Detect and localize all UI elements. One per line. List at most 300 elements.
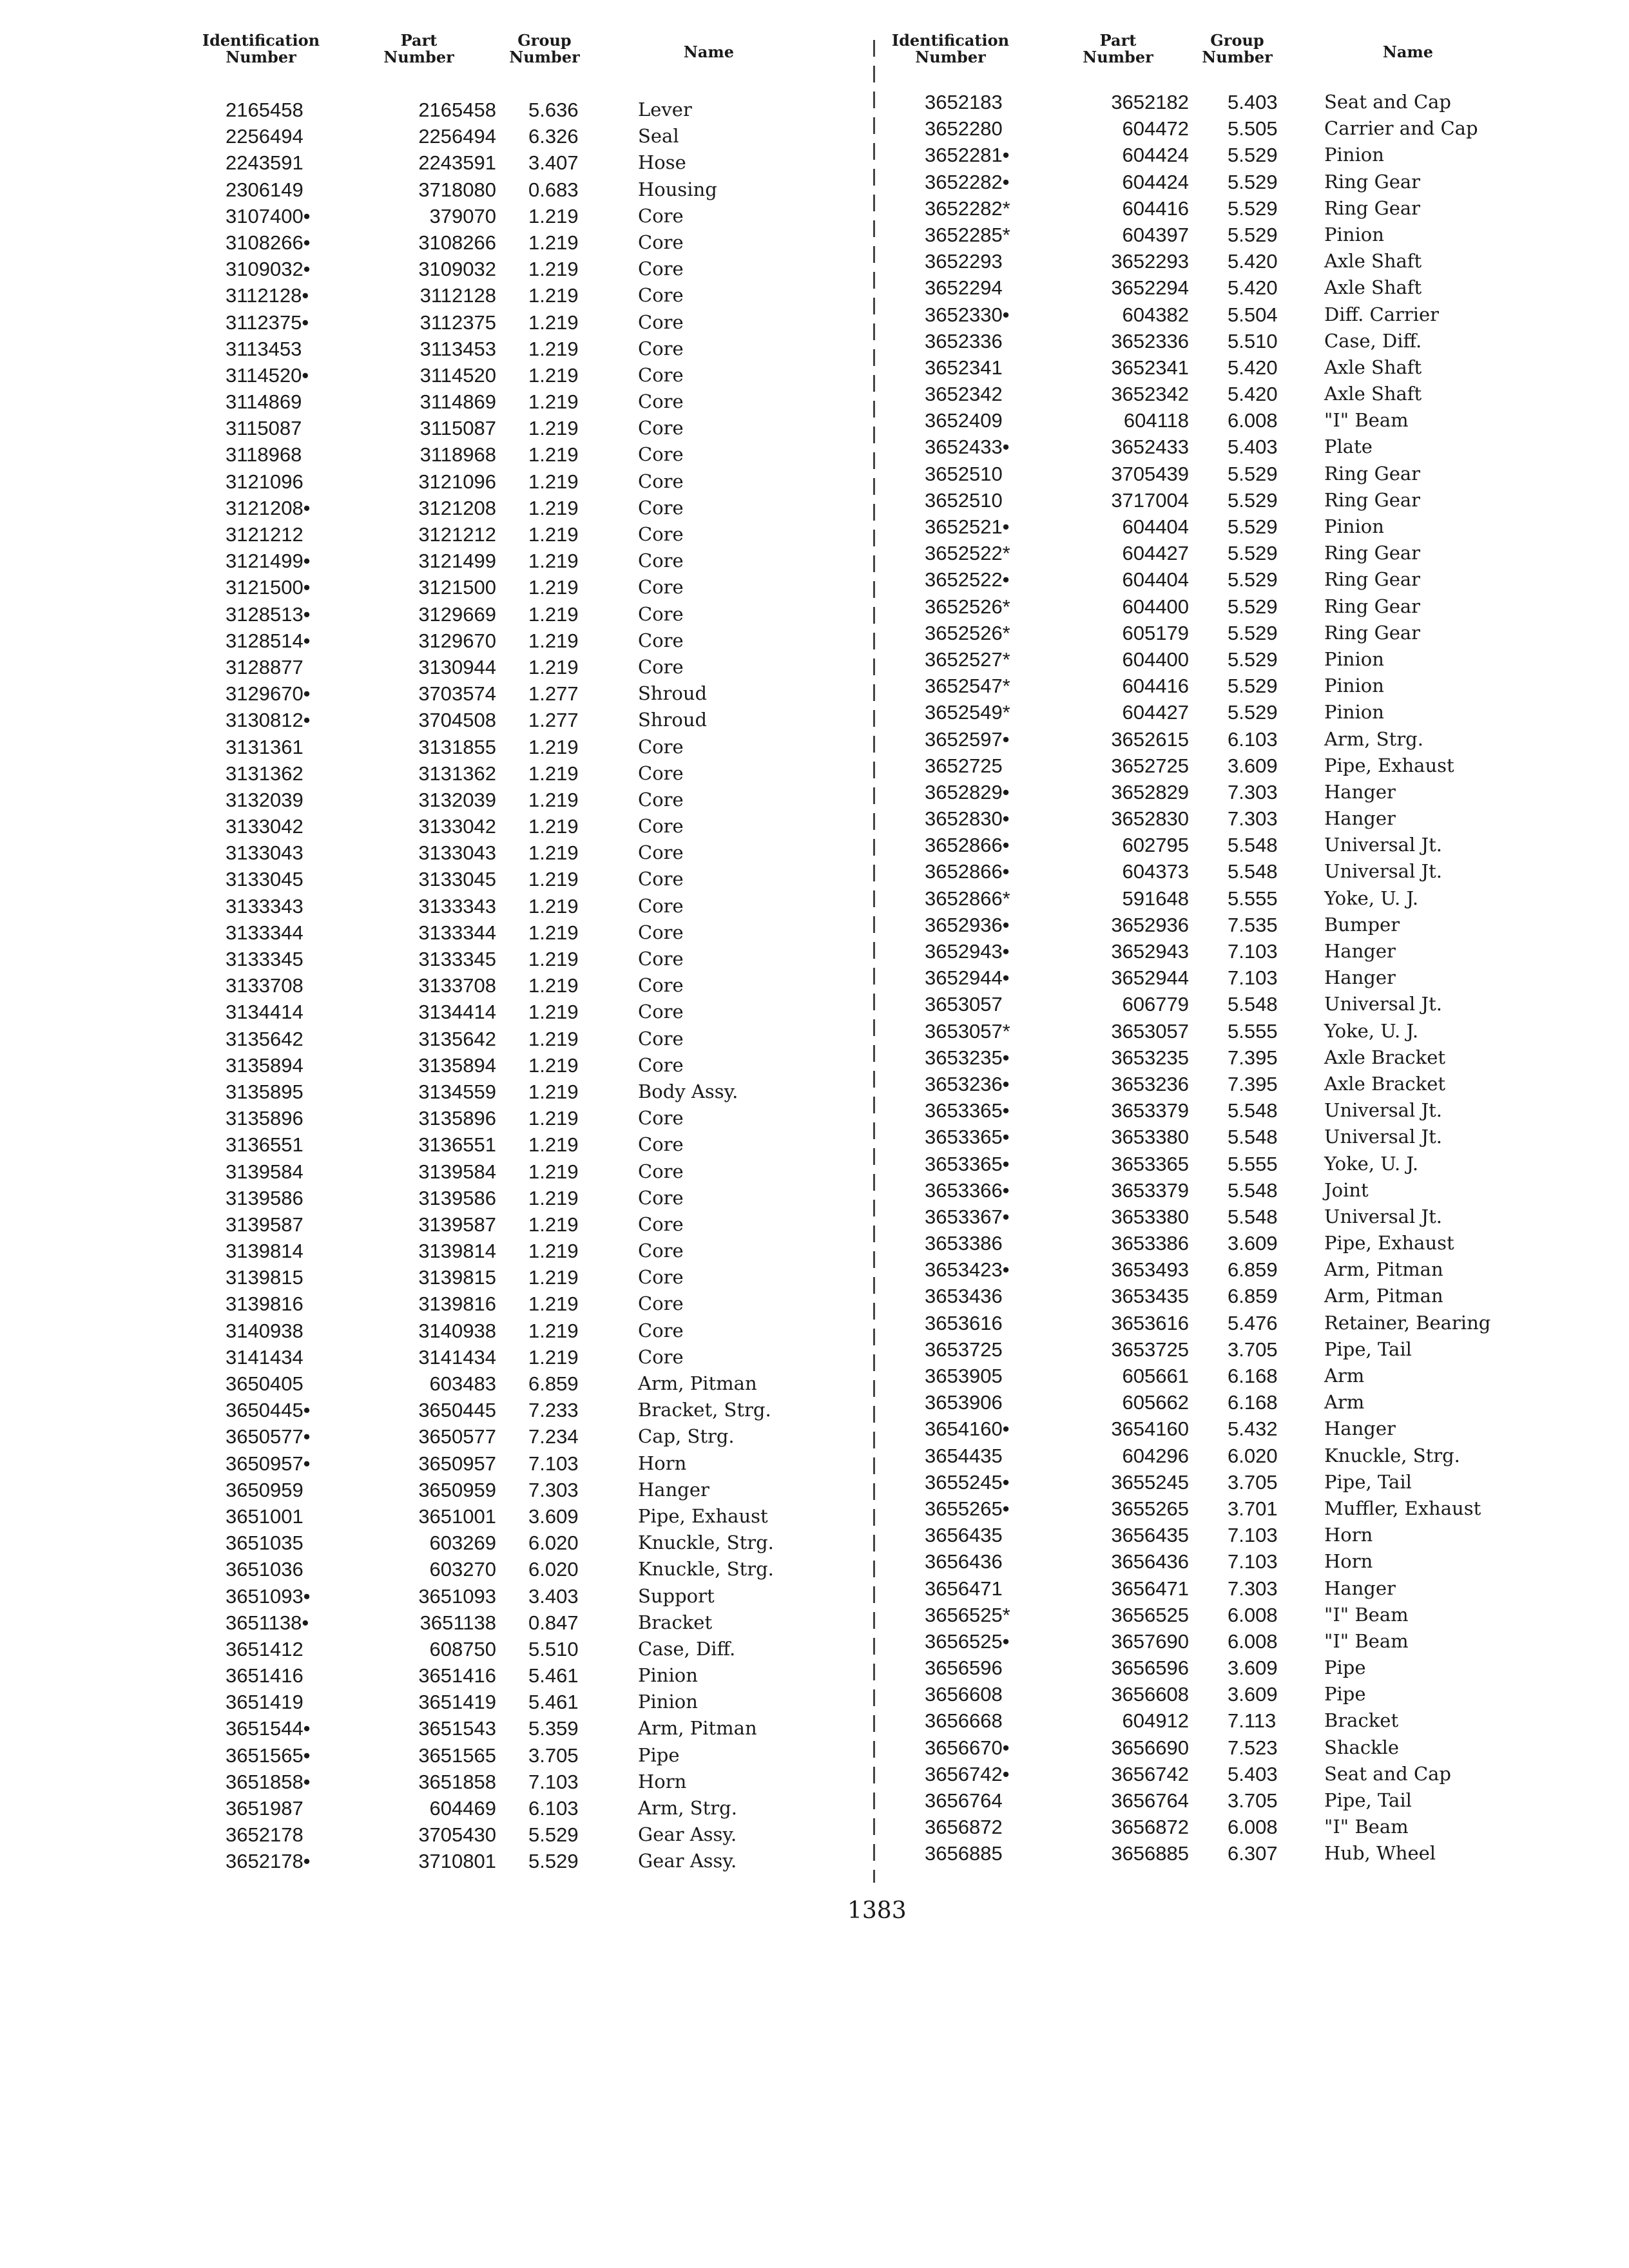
table-row bbox=[187, 1662, 857, 1689]
group-number-cell: 6.859 bbox=[1228, 1285, 1278, 1308]
part-number-cell: 3121208 bbox=[418, 496, 496, 519]
name-cell: Universal Jt. bbox=[1324, 1126, 1442, 1148]
part-number-cell: 2256494 bbox=[418, 125, 496, 148]
group-number-cell: 6.859 bbox=[1228, 1258, 1278, 1282]
identification-number-cell: 3135642 bbox=[226, 1027, 304, 1050]
group-number-cell: 6.168 bbox=[1228, 1365, 1278, 1387]
table-row bbox=[187, 441, 857, 468]
identification-number-cell: 3653436 bbox=[925, 1285, 1003, 1308]
name-cell: Arm, Strg. bbox=[1324, 727, 1423, 750]
table-row bbox=[886, 1230, 1569, 1256]
group-number-cell: 1.219 bbox=[528, 1027, 579, 1050]
header-part-number: Part Number bbox=[1083, 31, 1153, 66]
group-number-cell: 6.020 bbox=[528, 1558, 579, 1581]
table-row bbox=[886, 274, 1569, 301]
table-row bbox=[886, 1204, 1569, 1230]
table-row bbox=[886, 566, 1569, 593]
group-number-cell: 1.219 bbox=[528, 576, 579, 599]
identification-number-cell: 3651035 bbox=[226, 1532, 304, 1555]
name-cell: Universal Jt. bbox=[1324, 993, 1442, 1015]
identification-number-cell: 3652830• bbox=[925, 807, 1010, 831]
header-identification-number: Identification Number bbox=[202, 31, 320, 66]
name-cell: Axle Shaft bbox=[1324, 383, 1422, 405]
table-row bbox=[886, 912, 1569, 938]
part-number-cell: 3133345 bbox=[418, 948, 496, 970]
part-number-cell: 3703574 bbox=[418, 682, 496, 706]
header-group-number: Group Number bbox=[1202, 31, 1273, 66]
identification-number-cell: 3652294 bbox=[925, 276, 1003, 300]
identification-number-cell: 3141434 bbox=[226, 1345, 304, 1369]
identification-number-cell: 3133344 bbox=[226, 921, 304, 944]
part-number-cell: 3114520 bbox=[419, 363, 496, 387]
group-number-cell: 5.548 bbox=[1228, 1205, 1278, 1228]
part-number-cell: 603483 bbox=[429, 1372, 496, 1395]
name-cell: Core bbox=[638, 1213, 684, 1235]
table-row bbox=[886, 1151, 1569, 1177]
identification-number-cell: 3652597• bbox=[925, 727, 1010, 751]
identification-number-cell: 3652526* bbox=[925, 621, 1010, 644]
name-cell: Pinion bbox=[1324, 223, 1384, 245]
table-row bbox=[187, 866, 857, 892]
identification-number-cell: 3135895 bbox=[226, 1080, 304, 1103]
identification-number-cell: 3113453 bbox=[226, 337, 302, 360]
identification-number-cell: 3652547* bbox=[925, 675, 1010, 698]
part-number-cell: 3651001 bbox=[418, 1504, 496, 1528]
table-row bbox=[187, 1158, 857, 1185]
table-row bbox=[187, 1238, 857, 1264]
table-row bbox=[886, 1363, 1569, 1389]
part-number-cell: 591648 bbox=[1122, 887, 1189, 910]
group-number-cell: 5.420 bbox=[1228, 250, 1278, 273]
identification-number-cell: 2256494 bbox=[226, 125, 304, 148]
group-number-cell: 5.529 bbox=[1228, 223, 1278, 246]
table-row bbox=[886, 1283, 1569, 1309]
part-number-cell: 3653493 bbox=[1111, 1258, 1189, 1282]
group-number-cell: 5.510 bbox=[1228, 329, 1278, 352]
group-number-cell: 5.529 bbox=[1228, 197, 1278, 220]
identification-number-cell: 3121096 bbox=[226, 470, 304, 493]
name-cell: Pipe, Tail bbox=[1324, 1789, 1412, 1811]
table-row bbox=[886, 461, 1569, 487]
name-cell: Hanger bbox=[638, 1478, 709, 1501]
name-cell: Arm bbox=[1324, 1365, 1365, 1387]
identification-number-cell: 3139586 bbox=[226, 1186, 304, 1209]
table-row bbox=[886, 646, 1569, 673]
name-cell: Ring Gear bbox=[1324, 462, 1421, 485]
name-cell: Universal Jt. bbox=[1324, 860, 1442, 883]
identification-number-cell: 3121499• bbox=[226, 550, 311, 573]
identification-number-cell: 3652510 bbox=[925, 462, 1003, 485]
part-number-cell: 3139584 bbox=[418, 1160, 496, 1183]
identification-number-cell: 3652336 bbox=[925, 329, 1003, 352]
table-row bbox=[187, 1344, 857, 1370]
table-row bbox=[886, 1522, 1569, 1548]
identification-number-cell: 3652282• bbox=[925, 170, 1010, 193]
part-number-cell: 3139586 bbox=[418, 1186, 496, 1209]
part-number-cell: 3651416 bbox=[418, 1664, 496, 1687]
name-cell: Pinion bbox=[1324, 648, 1384, 670]
name-cell: Plate bbox=[1324, 436, 1373, 458]
table-row bbox=[187, 707, 857, 733]
name-cell: Core bbox=[638, 921, 684, 943]
identification-number-cell: 3135896 bbox=[226, 1107, 304, 1130]
group-number-cell: 1.219 bbox=[528, 470, 579, 493]
group-number-cell: 6.168 bbox=[1228, 1391, 1278, 1414]
part-number-cell: 3652830 bbox=[1111, 807, 1189, 831]
group-number-cell: 5.420 bbox=[1228, 356, 1278, 379]
name-cell: Arm, Pitman bbox=[638, 1372, 757, 1394]
part-number-cell: 3133343 bbox=[418, 894, 496, 918]
part-number-cell: 3656471 bbox=[1111, 1577, 1189, 1600]
group-number-cell: 7.303 bbox=[1228, 807, 1278, 831]
part-number-cell: 604400 bbox=[1122, 648, 1189, 671]
part-number-cell: 3131855 bbox=[418, 735, 496, 758]
table-row bbox=[187, 680, 857, 707]
part-number-cell: 3653365 bbox=[1111, 1152, 1189, 1175]
table-row bbox=[886, 620, 1569, 646]
identification-number-cell: 3653616 bbox=[925, 1311, 1003, 1334]
identification-number-cell: 3653235• bbox=[925, 1046, 1010, 1069]
part-number-cell: 604469 bbox=[429, 1797, 496, 1820]
group-number-cell: 1.219 bbox=[528, 1319, 579, 1342]
name-cell: Core bbox=[638, 974, 684, 997]
part-number-cell: 3651419 bbox=[418, 1691, 496, 1714]
identification-number-cell: 3651544• bbox=[226, 1717, 311, 1740]
table-row bbox=[187, 601, 857, 628]
group-number-cell: 1.277 bbox=[528, 709, 579, 732]
name-cell: Ring Gear bbox=[1324, 595, 1421, 617]
part-number-cell: 3652182 bbox=[1111, 91, 1189, 113]
identification-number-cell: 3115087 bbox=[226, 417, 302, 440]
name-cell: Core bbox=[638, 762, 684, 784]
group-number-cell: 5.510 bbox=[528, 1637, 579, 1660]
identification-number-cell: 3650959 bbox=[226, 1478, 304, 1501]
identification-number-cell: 3652342 bbox=[925, 383, 1003, 406]
table-row bbox=[886, 1628, 1569, 1655]
table-row bbox=[886, 1469, 1569, 1495]
identification-number-cell: 3652725 bbox=[925, 754, 1003, 777]
name-cell: Axle Shaft bbox=[1324, 250, 1422, 273]
part-number-cell: 3656885 bbox=[1111, 1842, 1189, 1865]
identification-number-cell: 3653906 bbox=[925, 1391, 1003, 1414]
identification-number-cell: 3651001 bbox=[226, 1504, 304, 1528]
name-cell: Axle Bracket bbox=[1324, 1072, 1446, 1095]
name-cell: Universal Jt. bbox=[1324, 1205, 1442, 1227]
part-number-cell: 3653616 bbox=[1111, 1311, 1189, 1334]
group-number-cell: 1.219 bbox=[528, 1345, 579, 1369]
table-row bbox=[187, 999, 857, 1025]
name-cell: Shroud bbox=[638, 709, 708, 731]
table-row bbox=[187, 1636, 857, 1662]
identification-number-cell: 3653386 bbox=[925, 1232, 1003, 1255]
table-row bbox=[187, 574, 857, 601]
group-number-cell: 6.307 bbox=[1228, 1842, 1278, 1865]
part-number-cell: 3134559 bbox=[418, 1080, 496, 1103]
left-column-header bbox=[187, 32, 857, 84]
name-cell: Core bbox=[638, 1160, 684, 1182]
part-number-cell: 604416 bbox=[1122, 197, 1189, 220]
name-cell: Universal Jt. bbox=[1324, 834, 1442, 856]
identification-number-cell: 3139815 bbox=[226, 1266, 304, 1289]
table-row bbox=[187, 787, 857, 813]
name-cell: Diff. Carrier bbox=[1324, 303, 1440, 325]
table-row bbox=[886, 195, 1569, 222]
identification-number-cell: 3651858• bbox=[226, 1770, 311, 1793]
table-row bbox=[886, 434, 1569, 460]
group-number-cell: 7.535 bbox=[1228, 913, 1278, 936]
name-cell: Seat and Cap bbox=[1324, 91, 1451, 113]
identification-number-cell: 3652521• bbox=[925, 515, 1010, 538]
part-number-cell: 3650577 bbox=[418, 1425, 496, 1448]
identification-number-cell: 3651416 bbox=[226, 1664, 304, 1687]
group-number-cell: 1.219 bbox=[528, 523, 579, 546]
part-number-cell: 3135896 bbox=[418, 1107, 496, 1130]
part-number-cell: 3704508 bbox=[418, 709, 496, 732]
name-cell: Core bbox=[638, 363, 684, 386]
part-number-cell: 3653235 bbox=[1111, 1046, 1189, 1069]
table-row bbox=[187, 919, 857, 946]
identification-number-cell: 3112128• bbox=[226, 284, 309, 307]
name-cell: Hanger bbox=[1324, 1577, 1396, 1599]
group-number-cell: 1.219 bbox=[528, 1107, 579, 1130]
name-cell: Arm bbox=[1324, 1391, 1365, 1414]
part-number-cell: 606779 bbox=[1122, 993, 1189, 1016]
identification-number-cell: 3650445• bbox=[226, 1399, 311, 1422]
table-row bbox=[886, 487, 1569, 514]
right-column-header bbox=[886, 32, 1569, 84]
identification-number-cell: 3652183 bbox=[925, 91, 1003, 113]
part-number-cell: 3705439 bbox=[1111, 462, 1189, 485]
part-number-cell: 3652615 bbox=[1111, 727, 1189, 751]
identification-number-cell: 3651138• bbox=[226, 1611, 309, 1634]
group-number-cell: 3.701 bbox=[1228, 1497, 1278, 1520]
name-cell: Carrier and Cap bbox=[1324, 117, 1478, 140]
part-number-cell: 604382 bbox=[1122, 303, 1189, 326]
name-cell: Arm, Pitman bbox=[1324, 1285, 1443, 1307]
table-row bbox=[187, 1026, 857, 1052]
name-cell: Core bbox=[638, 868, 684, 890]
name-cell: Pipe, Exhaust bbox=[1324, 1232, 1454, 1254]
name-cell: Ring Gear bbox=[1324, 197, 1421, 219]
group-number-cell: 7.103 bbox=[1228, 966, 1278, 990]
table-row bbox=[886, 1443, 1569, 1469]
group-number-cell: 1.219 bbox=[528, 921, 579, 944]
group-number-cell: 5.359 bbox=[528, 1717, 579, 1740]
identification-number-cell: 3651036 bbox=[226, 1558, 304, 1581]
identification-number-cell: 3652178• bbox=[226, 1850, 311, 1873]
part-number-cell: 3652336 bbox=[1111, 329, 1189, 352]
group-number-cell: 7.103 bbox=[528, 1770, 579, 1793]
table-row bbox=[187, 1131, 857, 1158]
name-cell: Housing bbox=[638, 178, 717, 200]
name-cell: Core bbox=[638, 470, 684, 492]
name-cell: Pipe, Exhaust bbox=[1324, 754, 1454, 776]
part-number-cell: 604373 bbox=[1122, 860, 1189, 883]
name-cell: Pipe, Tail bbox=[1324, 1470, 1412, 1493]
group-number-cell: 7.103 bbox=[1228, 940, 1278, 963]
table-row bbox=[886, 779, 1569, 805]
part-number-cell: 3655245 bbox=[1111, 1470, 1189, 1494]
part-number-cell: 3656872 bbox=[1111, 1816, 1189, 1839]
group-number-cell: 5.548 bbox=[1228, 1099, 1278, 1122]
identification-number-cell: 3139816 bbox=[226, 1293, 304, 1316]
identification-number-cell: 3129670• bbox=[226, 682, 311, 706]
name-cell: Body Assy. bbox=[638, 1080, 738, 1102]
part-number-cell: 3133344 bbox=[418, 921, 496, 944]
name-cell: "I" Beam bbox=[1324, 1816, 1409, 1838]
group-number-cell: 5.403 bbox=[1228, 91, 1278, 113]
name-cell: Bracket, Strg. bbox=[638, 1399, 771, 1421]
part-number-cell: 3717004 bbox=[1111, 488, 1189, 512]
name-cell: Core bbox=[638, 1001, 684, 1023]
part-number-cell: 2243591 bbox=[418, 151, 496, 175]
part-number-cell: 2165458 bbox=[418, 99, 496, 121]
table-row bbox=[886, 1575, 1569, 1602]
group-number-cell: 6.008 bbox=[1228, 1816, 1278, 1839]
group-number-cell: 7.103 bbox=[528, 1452, 579, 1475]
group-number-cell: 7.395 bbox=[1228, 1072, 1278, 1095]
name-cell: Yoke, U. J. bbox=[1324, 887, 1419, 909]
group-number-cell: 5.403 bbox=[1228, 436, 1278, 459]
group-number-cell: 1.219 bbox=[528, 762, 579, 785]
name-cell: Core bbox=[638, 1027, 684, 1050]
identification-number-cell: 3653365• bbox=[925, 1099, 1010, 1122]
table-row bbox=[886, 1044, 1569, 1071]
part-number-cell: 3133043 bbox=[418, 841, 496, 865]
table-row bbox=[187, 1105, 857, 1131]
table-row bbox=[187, 468, 857, 495]
table-row bbox=[187, 972, 857, 999]
table-row bbox=[886, 381, 1569, 407]
group-number-cell: 1.219 bbox=[528, 390, 579, 414]
group-number-cell: 6.326 bbox=[528, 125, 579, 148]
part-number-cell: 3654160 bbox=[1111, 1418, 1189, 1441]
group-number-cell: 3.609 bbox=[1228, 1657, 1278, 1680]
part-number-cell: 3653725 bbox=[1111, 1338, 1189, 1361]
identification-number-cell: 3653367• bbox=[925, 1205, 1010, 1228]
table-row bbox=[187, 256, 857, 282]
identification-number-cell: 3139587 bbox=[226, 1213, 304, 1236]
table-row bbox=[187, 760, 857, 787]
part-number-cell: 604296 bbox=[1122, 1444, 1189, 1467]
group-number-cell: 5.555 bbox=[1228, 887, 1278, 910]
group-number-cell: 5.529 bbox=[1228, 144, 1278, 167]
table-row bbox=[187, 1530, 857, 1556]
identification-number-cell: 3656885 bbox=[925, 1842, 1003, 1865]
part-number-cell: 602795 bbox=[1122, 834, 1189, 857]
table-row bbox=[886, 514, 1569, 540]
table-row bbox=[886, 1681, 1569, 1707]
group-number-cell: 5.476 bbox=[1228, 1311, 1278, 1334]
part-number-cell: 3131362 bbox=[418, 762, 496, 785]
identification-number-cell: 3652178 bbox=[226, 1823, 304, 1847]
identification-number-cell: 3652280 bbox=[925, 117, 1003, 140]
part-number-cell: 605662 bbox=[1122, 1391, 1189, 1414]
group-number-cell: 1.219 bbox=[528, 974, 579, 997]
name-cell: Core bbox=[638, 523, 684, 545]
part-number-cell: 3652944 bbox=[1111, 966, 1189, 990]
table-row bbox=[187, 389, 857, 415]
group-number-cell: 5.529 bbox=[1228, 595, 1278, 618]
group-number-cell: 7.234 bbox=[528, 1425, 579, 1448]
identification-number-cell: 3651093• bbox=[226, 1584, 311, 1608]
part-number-cell: 603270 bbox=[429, 1558, 496, 1581]
table-row bbox=[886, 832, 1569, 858]
name-cell: Ring Gear bbox=[1324, 488, 1421, 511]
table-row bbox=[886, 1548, 1569, 1575]
group-number-cell: 1.219 bbox=[528, 1133, 579, 1157]
group-number-cell: 7.103 bbox=[1228, 1550, 1278, 1573]
part-number-cell: 3112375 bbox=[419, 311, 496, 334]
group-number-cell: 5.548 bbox=[1228, 834, 1278, 857]
identification-number-cell: 3652866* bbox=[925, 887, 1010, 910]
table-row bbox=[886, 1124, 1569, 1150]
group-number-cell: 5.555 bbox=[1228, 1019, 1278, 1043]
table-row bbox=[187, 309, 857, 336]
part-number-cell: 604416 bbox=[1122, 675, 1189, 698]
part-number-cell: 3652341 bbox=[1111, 356, 1189, 379]
identification-number-cell: 3652522• bbox=[925, 568, 1010, 591]
identification-number-cell: 3656668 bbox=[925, 1709, 1003, 1733]
name-cell: Hanger bbox=[1324, 966, 1396, 989]
table-row bbox=[187, 1423, 857, 1450]
group-number-cell: 5.636 bbox=[528, 99, 579, 121]
identification-number-cell: 3133343 bbox=[226, 894, 304, 918]
table-row bbox=[187, 1769, 857, 1795]
group-number-cell: 3.609 bbox=[1228, 1232, 1278, 1255]
identification-number-cell: 3650577• bbox=[226, 1425, 311, 1448]
group-number-cell: 0.847 bbox=[528, 1611, 579, 1634]
name-cell: Core bbox=[638, 815, 684, 838]
table-row bbox=[187, 1264, 857, 1291]
table-row bbox=[187, 1211, 857, 1238]
group-number-cell: 3.403 bbox=[528, 1584, 579, 1608]
identification-number-cell: 3656742• bbox=[925, 1762, 1010, 1785]
name-cell: Hanger bbox=[1324, 780, 1396, 803]
identification-number-cell: 3133345 bbox=[226, 948, 304, 970]
name-cell: Pipe bbox=[1324, 1683, 1366, 1706]
table-row bbox=[187, 1583, 857, 1610]
name-cell: Bracket bbox=[1324, 1709, 1399, 1732]
identification-number-cell: 3652549* bbox=[925, 701, 1010, 724]
table-row bbox=[187, 177, 857, 203]
group-number-cell: 1.277 bbox=[528, 682, 579, 706]
identification-number-cell: 3654160• bbox=[925, 1418, 1010, 1441]
identification-number-cell: 3652409 bbox=[925, 409, 1003, 432]
part-number-cell: 3652294 bbox=[1111, 276, 1189, 300]
part-number-cell: 3652829 bbox=[1111, 780, 1189, 803]
table-row bbox=[187, 1450, 857, 1477]
table-row bbox=[886, 1310, 1569, 1336]
table-row bbox=[187, 415, 857, 441]
identification-number-cell: 3652527* bbox=[925, 648, 1010, 671]
part-number-cell: 604404 bbox=[1122, 515, 1189, 538]
table-row bbox=[886, 593, 1569, 620]
part-number-cell: 3134414 bbox=[418, 1001, 496, 1024]
name-cell: Core bbox=[638, 1266, 684, 1289]
name-cell: Axle Bracket bbox=[1324, 1046, 1446, 1068]
identification-number-cell: 3652282* bbox=[925, 197, 1010, 220]
name-cell: Core bbox=[638, 284, 684, 307]
part-number-cell: 604427 bbox=[1122, 701, 1189, 724]
identification-number-cell: 3109032• bbox=[226, 258, 311, 281]
group-number-cell: 3.705 bbox=[1228, 1789, 1278, 1812]
group-number-cell: 5.461 bbox=[528, 1691, 579, 1714]
table-row bbox=[886, 858, 1569, 885]
table-row bbox=[886, 1071, 1569, 1097]
table-row bbox=[886, 1735, 1569, 1761]
group-number-cell: 1.219 bbox=[528, 948, 579, 970]
